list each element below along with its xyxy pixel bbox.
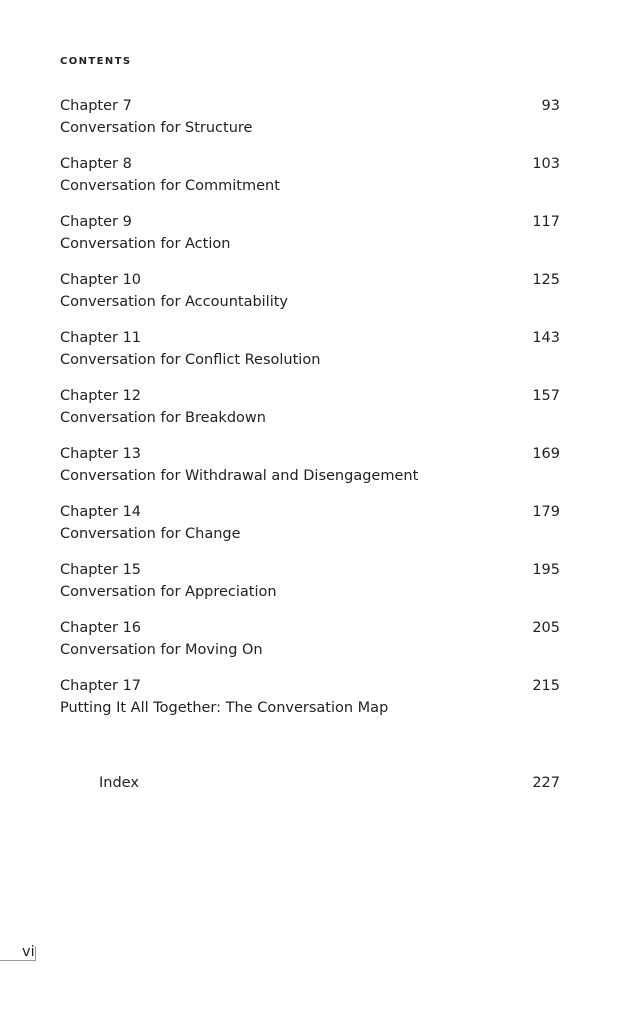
toc-entry-chapter-11[interactable] [60, 327, 560, 385]
chapter-number: Chapter 17 [60, 678, 142, 694]
chapter-title: Conversation for Moving On [60, 642, 263, 658]
page-number: 169 [532, 446, 560, 462]
chapter-number: Chapter 15 [60, 562, 142, 578]
folio-tick [35, 946, 36, 960]
chapter-number: Chapter 11 [60, 330, 142, 346]
toc-entry-chapter-15[interactable] [60, 559, 560, 617]
index-label: Index [99, 775, 139, 791]
chapter-title: Conversation for Withdrawal and Disengagement [60, 468, 419, 484]
page-number: 195 [532, 562, 560, 578]
chapter-title: Conversation for Change [60, 526, 241, 542]
toc-entry-chapter-14[interactable] [60, 501, 560, 559]
chapter-number: Chapter 13 [60, 446, 142, 462]
index-page-number: 227 [532, 775, 560, 791]
toc-entry-chapter-7[interactable] [60, 95, 560, 153]
chapter-title: Conversation for Accountability [60, 294, 289, 310]
toc-entry-chapter-13[interactable] [60, 443, 560, 501]
chapter-number: Chapter 10 [60, 272, 142, 288]
page-folio: vi [22, 944, 35, 960]
chapter-number: Chapter 14 [60, 504, 142, 520]
chapter-title: Conversation for Structure [60, 120, 253, 136]
page-number: 205 [532, 620, 560, 636]
chapter-title: Conversation for Conflict Resolution [60, 352, 321, 368]
chapter-title: Conversation for Action [60, 236, 231, 252]
page-number: 93 [541, 98, 560, 114]
chapter-title: Conversation for Appreciation [60, 584, 277, 600]
chapter-number: Chapter 12 [60, 388, 142, 404]
chapter-title: Conversation for Breakdown [60, 410, 266, 426]
chapter-number: Chapter 16 [60, 620, 142, 636]
folio-rule [0, 960, 36, 961]
toc-entry-chapter-12[interactable] [60, 385, 560, 443]
page-number: 117 [532, 214, 560, 230]
toc-entry-chapter-8[interactable] [60, 153, 560, 211]
toc-entry-chapter-9[interactable] [60, 211, 560, 269]
page-number: 125 [532, 272, 560, 288]
chapter-title: Conversation for Commitment [60, 178, 280, 194]
page-number: 103 [532, 156, 560, 172]
chapter-number: Chapter 9 [60, 214, 132, 230]
contents-heading: CONTENTS [60, 56, 132, 67]
page-number: 179 [532, 504, 560, 520]
toc-entry-index[interactable] [60, 772, 560, 794]
page-number: 215 [532, 678, 560, 694]
table-of-contents [60, 95, 560, 733]
toc-entry-chapter-16[interactable] [60, 617, 560, 675]
chapter-number: Chapter 8 [60, 156, 132, 172]
chapter-title: Putting It All Together: The Conversation Map [60, 700, 389, 716]
toc-entry-chapter-17[interactable] [60, 675, 560, 733]
page-number: 143 [532, 330, 560, 346]
toc-entry-chapter-10[interactable] [60, 269, 560, 327]
page-number: 157 [532, 388, 560, 404]
chapter-number: Chapter 7 [60, 98, 132, 114]
